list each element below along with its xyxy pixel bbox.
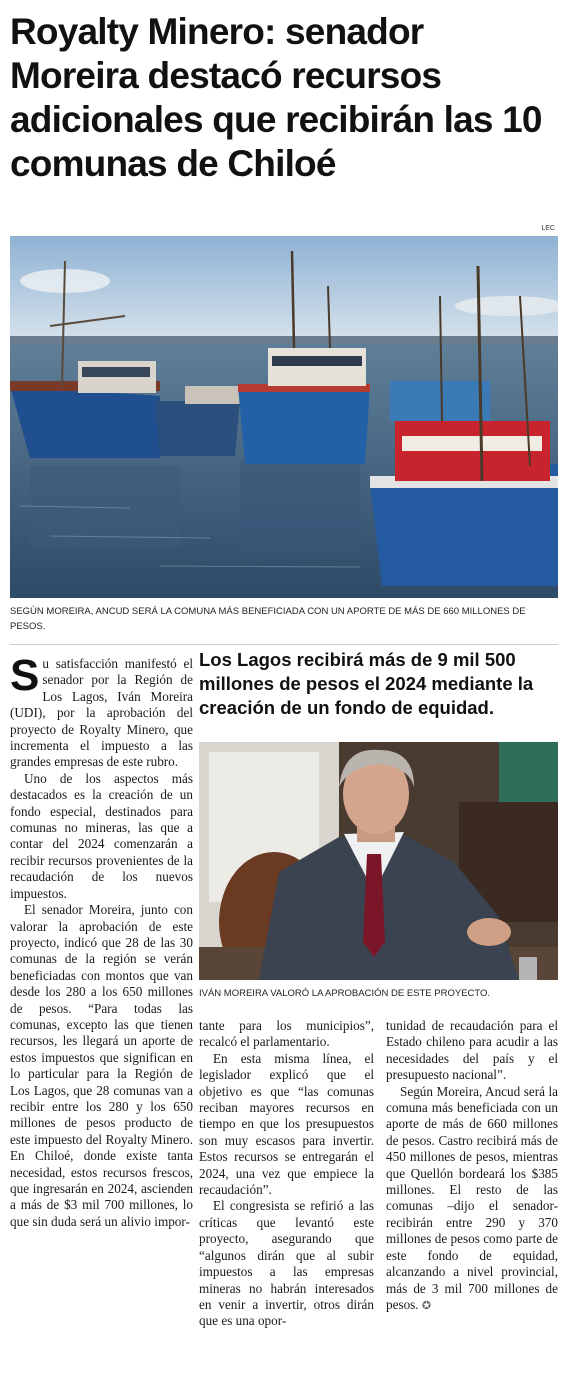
paragraph: El congresista se refirió a las críticas que levantó este proyecto, asegurando que “algunos dirán que al subir impuestos a las empresas mineras no habrán interesados en venir a invertir, otros dirán que es una opor- bbox=[199, 1198, 374, 1329]
paragraph: En esta misma línea, el legislador explicó que el objetivo es que “las comunas reciban mayores recursos en tiempo en que los presupuestos son muy escasos para invertir. Estos recursos se entregarán el 2024, una vez que empiece la recaudación”. bbox=[199, 1050, 374, 1198]
end-of-article-icon: ✪ bbox=[421, 1298, 432, 1312]
article-column-1 bbox=[10, 656, 193, 1371]
paragraph: tunidad de recaudación para el Estado chileno para acudir a las necesidades del país y el presupuesto nacional”. bbox=[386, 1018, 558, 1083]
paragraph bbox=[386, 1084, 558, 1315]
photo-caption: IVÁN MOREIRA VALORÓ LA APROBACIÓN DE ESTE PROYECTO. bbox=[199, 988, 491, 999]
paragraph: El senador Moreira, junto con valorar la aprobación de este proyecto, indicó que 28 de las 30 comunas de la región se verán beneficiadas con montos que van desde los 280 a los 650 millones de pesos. “Para todas las comunas, excepto las que tienen recursos, les llegará un aporte de estos impuestos que significan en lo particular para la Región de Los Lagos, que 28 comunas van a recibir entre los 280 y los 650 millones de pesos producto de este impuesto del Royalty Minero. En Chiloé, donde existe tanta necesidad, estos recursos frescos, que ingresarán en 2024, ascienden a más de $3 mil 700 millones, lo que sin duda será un alivio impor- bbox=[10, 902, 193, 1229]
article-column-3 bbox=[386, 1018, 558, 1371]
subheadline: Los Lagos recibirá más de 9 mil 500 millones de pesos el 2024 mediante la creación de un fondo de equidad. bbox=[199, 649, 534, 718]
paragraph: Uno de los aspectos más destacados es la creación de un fondo especial, destinados para comunas no mineras, las que a contar del 2024 comenzarán a recibir recursos provenientes de la recaudación de los nuevos impuestos. bbox=[10, 770, 193, 901]
article-column-2 bbox=[199, 1018, 374, 1371]
paragraph-text: u satisfacción manifestó el senador por la Región de Los Lagos, Iván Moreira (UDI), por la aprobación del proyecto de Royalty Minero, que incrementa el impuesto a las grandes empresas de este rubro. bbox=[10, 656, 193, 770]
photo-credit: LEC bbox=[541, 225, 555, 232]
senator-portrait-photo bbox=[199, 742, 558, 980]
drop-cap: S bbox=[10, 656, 40, 700]
divider bbox=[10, 644, 558, 645]
paragraph-text: Según Moreira, Ancud será la comuna más beneficiada con un aporte de más de 660 millones de pesos. Castro recibirá más de 450 millones de pesos, mientras que Quellón bordeará los $385 millones. El resto de las comunas –dijo el senador- recibirán entre 290 y 370 millones de pesos como parte de este fondo de equidad, alcanzando a nivel provincial, más de 3 mil 700 millones de pesos. bbox=[386, 1083, 558, 1312]
fishing-boats-photo bbox=[10, 236, 558, 598]
headline: Royalty Minero: senador Moreira destacó recursos adicionales que recibirán las 10 comunas de Chiloé bbox=[10, 11, 542, 184]
photo-caption: SEGÚN MOREIRA, ANCUD SERÁ LA COMUNA MÁS BENEFICIADA CON UN APORTE DE MÁS DE 660 MILLONES DE PESOS. bbox=[10, 606, 526, 632]
paragraph: tante para los municipios”, recalcó el parlamentario. bbox=[199, 1018, 374, 1050]
paragraph bbox=[10, 656, 193, 771]
